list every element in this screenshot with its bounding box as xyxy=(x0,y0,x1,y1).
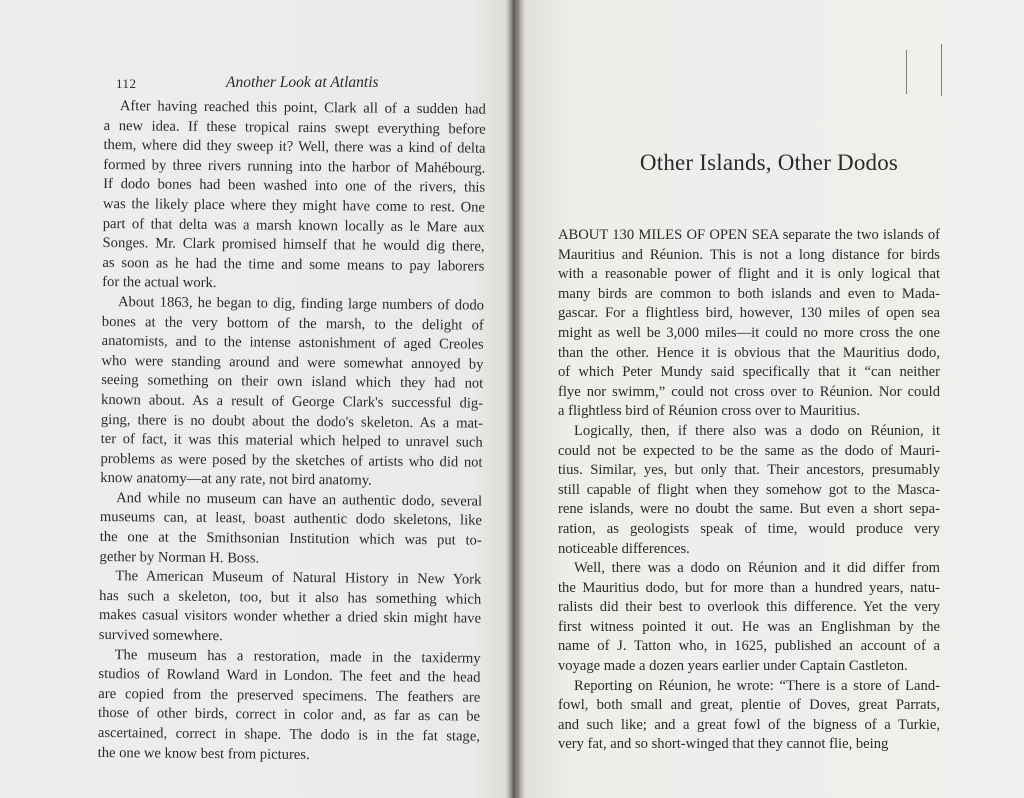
text-line: The museum has a restoration, made in the taxidermy xyxy=(114,646,481,667)
text-line: fowl, both small and great, plentie of Doves, great Parrats, xyxy=(558,697,940,714)
text-line: who were standing around and were somewhat annoyed by xyxy=(101,352,484,373)
text-line: know anatomy—at any rate, not bird anatomy. xyxy=(100,470,372,489)
text-line: problems as were posed by the sketches of artists who did not xyxy=(100,450,483,471)
running-title: Another Look at Atlantis xyxy=(226,74,379,91)
text-line: seeing something on their own island which they had not xyxy=(101,372,484,392)
text-line: very fat, and so short-winged that they cannot flie, being xyxy=(558,736,889,753)
text-line: museums can, at least, boast authentic dodo skeletons, like xyxy=(99,509,483,530)
text-line: makes casual visitors wonder whether a dried skin might have xyxy=(98,607,482,628)
text-line: than the other. Hence it is obvious that the Mauritius dodo, xyxy=(558,344,940,361)
left-page-body xyxy=(98,97,486,767)
text-line: ration, as geologists speak of time, would produce very xyxy=(558,520,940,537)
text-line: survived somewhere. xyxy=(98,627,223,645)
text-line: was the likely place where they might have come to rest. One xyxy=(102,195,486,216)
text-line: flye nor swimm,” could not cross over to Réunion. Nor could xyxy=(558,383,940,400)
text-line: tius. Similar, yes, but only that. Their ancestors, presumably xyxy=(558,462,940,479)
text-line: has such a skeleton, too, but it also has something which xyxy=(99,587,482,608)
chapter-title: Other Islands, Other Dodos xyxy=(639,150,899,175)
text-line: still capable of flight when they somehow got to the Masca- xyxy=(558,481,940,498)
text-line: for the actual work. xyxy=(102,274,217,292)
text-line: them, where did they sweep it? Well, there was a kind of delta xyxy=(103,137,486,157)
text-line: first witness pointed it out. He was an Englishman by the xyxy=(558,618,940,635)
text-line: If dodo bones had been washed into one of the rivers, this xyxy=(103,176,486,197)
text-line: might as well be 3,000 miles—it could no more cross the one xyxy=(558,324,940,341)
page-edge-mark xyxy=(941,44,942,96)
text-line: a new idea. If these tropical rains swept everything before xyxy=(103,117,486,138)
text-line: Songes. Mr. Clark promised himself that he would dig there, xyxy=(102,235,485,255)
text-line: of which Peter Mundy said specifically that it “can neither xyxy=(558,364,940,381)
text-line: studios of Rowland Ward in London. The feet and the head xyxy=(98,666,481,686)
text-line: ging, there is no doubt about the dodo's skeleton. As a mat- xyxy=(100,411,483,432)
text-line: could not be expected to be the same as the dodo of Mauri- xyxy=(558,442,940,459)
text-line: ascertained, correct in shape. The dodo is in the fat stage, xyxy=(97,724,480,745)
text-line: those of other birds, correct in color and, as far as can be xyxy=(98,705,481,726)
text-line: the Mauritius dodo, but for more than a hundred years, natu- xyxy=(558,579,940,596)
text-line: After having reached this point, Clark all of a sudden had xyxy=(119,98,486,118)
text-line: rene islands, were no doubt the same. But even a short sepa- xyxy=(558,501,940,518)
text-line: Mauritius and Réunion. This is not a long distance for birds xyxy=(558,246,940,263)
text-line: as soon as he had the time and some means to pay laborers xyxy=(102,254,485,275)
text-line: ABOUT 130 MILES OF OPEN SEA separate the two islands of xyxy=(558,227,940,243)
text-line: and such like; and a great fowl of the bigness of a Turkie, xyxy=(558,716,940,733)
text-line: name of J. Tatton who, in 1625, published an account of a xyxy=(558,638,940,655)
text-line: And while no museum can have an authentic dodo, several xyxy=(116,490,483,510)
text-line: Logically, then, if there also was a dodo on Réunion, it xyxy=(574,422,940,439)
running-head xyxy=(116,76,496,96)
text-line: are copied from the preserved specimens. The feathers are xyxy=(98,685,481,706)
text-line: noticeable differences. xyxy=(558,540,690,557)
text-line: anatomists, and to the intense astonishment of aged Creoles xyxy=(101,333,484,353)
text-line: the one we know best from pictures. xyxy=(97,744,310,763)
text-line: the one at the Smithsonian Institution which was put to- xyxy=(99,529,482,549)
text-line: known about. As a result of George Clark's successful dig- xyxy=(101,391,484,412)
text-line: many birds are common to both islands and even to Mada- xyxy=(558,285,940,302)
text-line: voyage made a dozen years earlier under Captain Castleton. xyxy=(558,658,908,675)
text-line: gascar. For a flightless bird, however, 130 miles of open sea xyxy=(558,305,940,322)
text-line: ralists did their best to overlook this difference. Yet the very xyxy=(558,599,940,616)
text-line: gether by Norman H. Boss. xyxy=(99,548,260,567)
page-edge-mark xyxy=(906,50,907,94)
text-line: Reporting on Réunion, he wrote: “There is a store of Land- xyxy=(574,677,940,694)
right-page xyxy=(514,0,1024,798)
text-line: part of that delta was a marsh known locally as le Mare aux xyxy=(102,215,485,236)
text-line: with a reasonable power of flight and it is only logical that xyxy=(558,266,940,283)
page-number: 112 xyxy=(116,76,137,91)
text-line: About 1863, he began to dig, finding large numbers of dodo xyxy=(117,294,485,314)
text-line: Well, there was a dodo on Réunion and it did differ from xyxy=(574,560,940,577)
text-line: ter of fact, it was this material which helped to unravel such xyxy=(100,431,483,451)
left-page xyxy=(0,0,510,798)
text-line: formed by three rivers running into the harbor of Mahébourg. xyxy=(103,156,486,177)
right-page-body xyxy=(558,226,940,755)
text-line: The American Museum of Natural History in New York xyxy=(115,568,482,588)
text-line: bones at the very bottom of the marsh, to the delight of xyxy=(101,313,484,334)
text-line: a flightless bird of Réunion cross over to Mauritius. xyxy=(558,403,860,420)
